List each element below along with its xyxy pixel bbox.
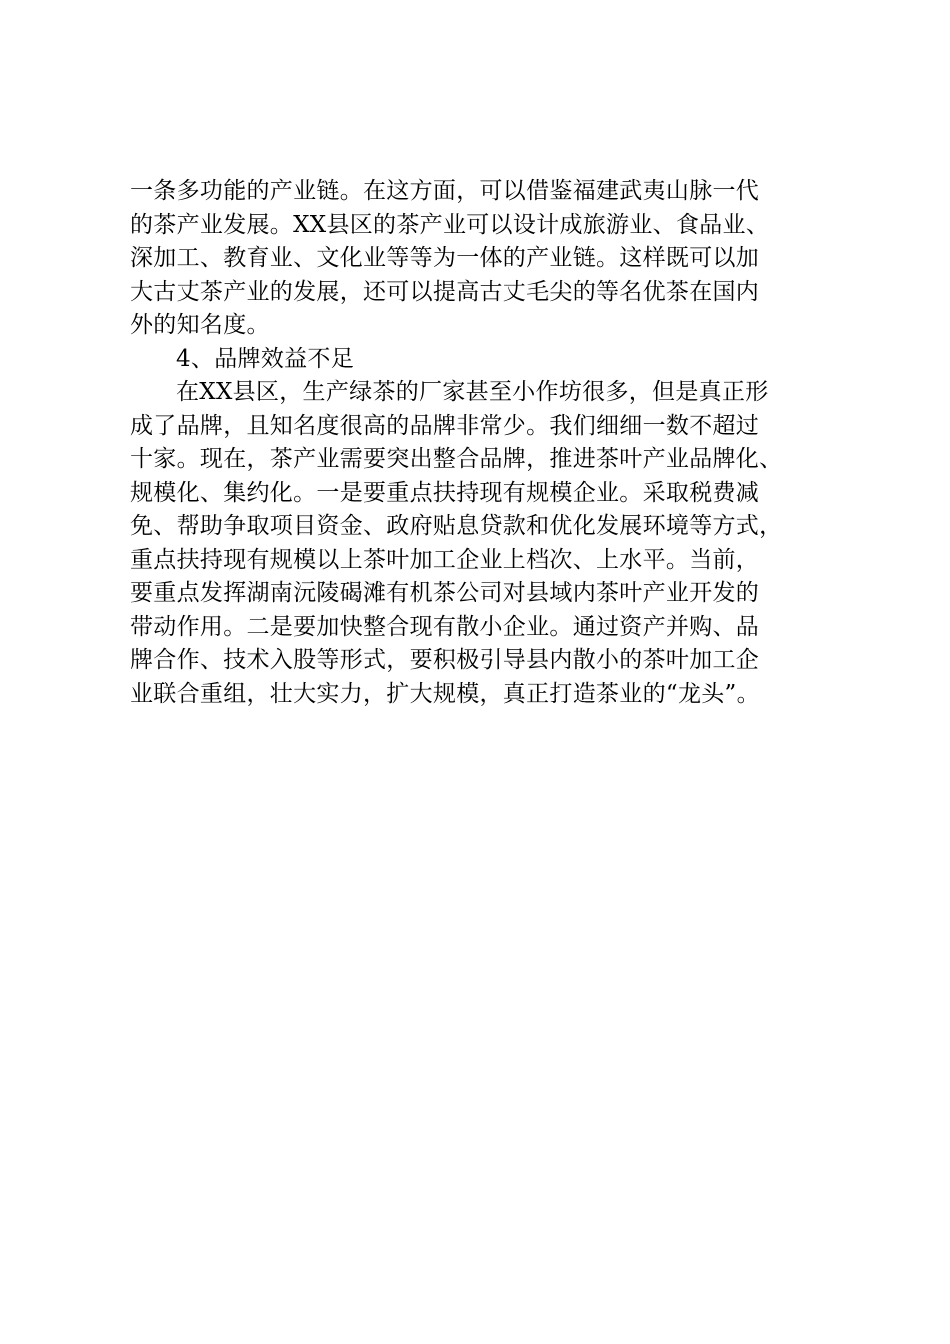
- paragraph-line: 的茶产业发展。XX县区的茶产业可以设计成旅游业、食品业、: [130, 211, 770, 238]
- paragraph-line: 重点扶持现有规模以上茶叶加工企业上档次、上水平。当前，: [130, 546, 760, 573]
- paragraph-line: 深加工、教育业、文化业等等为一体的产业链。这样既可以加: [130, 245, 760, 271]
- paragraph-line: 牌合作、技术入股等形式，要积极引导县内散小的茶叶加工企: [130, 647, 760, 673]
- paragraph-line: 免、帮助争取项目资金、政府贴息贷款和优化发展环境等方式，: [130, 513, 783, 539]
- document-body: [130, 175, 830, 711]
- section-heading: 4、品牌效益不足: [176, 345, 355, 372]
- paragraph-line: 要重点发挥湖南沅陵碣滩有机茶公司对县域内茶叶产业开发的: [130, 580, 760, 606]
- paragraph-2: [130, 376, 830, 711]
- paragraph-line: 在XX县区，生产绿茶的厂家甚至小作坊很多，但是真正形: [176, 379, 769, 405]
- paragraph-line: 规模化、集约化。一是要重点扶持现有规模企业。采取税费减: [130, 479, 760, 506]
- paragraph-line: 业联合重组，壮大实力，扩大规模，真正打造茶业的“龙头”。: [130, 680, 760, 707]
- paragraph-line: 带动作用。二是要加快整合现有散小企业。通过资产并购、品: [130, 613, 760, 640]
- paragraph-line: 一条多功能的产业链。在这方面，可以借鉴福建武夷山脉一代: [130, 178, 760, 204]
- paragraph-line: 外的知名度。: [130, 312, 270, 338]
- paragraph-1: [130, 175, 830, 343]
- paragraph-line: 成了品牌，且知名度很高的品牌非常少。我们细细一数不超过: [130, 412, 760, 439]
- paragraph-line: 大古丈茶产业的发展，还可以提高古丈毛尖的等名优茶在国内: [130, 278, 760, 305]
- paragraph-line: 十家。现在，茶产业需要突出整合品牌，推进茶叶产业品牌化、: [130, 446, 783, 472]
